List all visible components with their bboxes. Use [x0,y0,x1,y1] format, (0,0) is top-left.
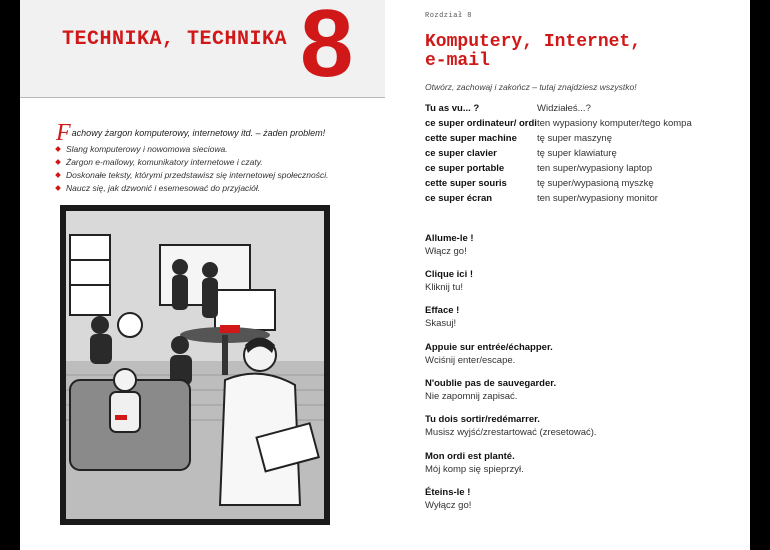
phrase-item [425,413,597,439]
office-illustration-drawing [60,205,330,525]
bullet-diamond-icon [55,159,61,165]
phrase-polish: Wciśnij enter/escape. [425,355,516,366]
intro-dropcap: F [56,120,71,146]
vocab-french: ce super portable [425,163,505,174]
vocab-french: ce super ordinateur/ ordi [425,118,537,129]
section-title-line-1: Komputery, Internet, [425,32,642,52]
phrase-item [425,450,524,476]
phrase-polish: Skasuj! [425,318,457,329]
phrase-polish: Wyłącz go! [425,500,472,511]
vocab-polish: ten wypasiony komputer/tego kompa [537,118,692,129]
vocab-polish: ten super/wypasiony laptop [537,163,653,174]
bullet-item: Slang komputerowy i nowomowa sieciowa. [56,143,376,156]
section-subtitle: Otwórz, zachowaj i zakończ – tutaj znajdziesz wszystko! [425,82,637,92]
chapter-title: TECHNIKA, TECHNIKA [62,28,288,51]
phrase-item [425,486,471,512]
vocab-polish: tę super klawiaturę [537,148,617,159]
chapter-bullet-list [56,143,376,195]
right-page [385,0,750,550]
phrase-item [425,341,553,367]
phrase-item [425,304,459,330]
vocab-row [425,191,745,206]
bullet-item: Doskonałe teksty, którymi przedstawisz się internetowej społeczności. [56,169,376,182]
phrase-french: Efface ! [425,305,460,316]
vocab-row [425,116,745,131]
phrase-item [425,268,473,294]
vocab-row [425,131,745,146]
vocab-row [425,146,745,161]
bullet-diamond-icon [55,146,61,152]
bullet-item: Naucz się, jak dzwonić i esemesować do przyjaciół. [56,182,376,195]
vocab-row [425,101,745,116]
phrase-polish: Włącz go! [425,246,467,257]
phrase-polish: Mój komp się spieprzył. [425,464,524,475]
vocab-french: cette super machine [425,133,517,144]
phrase-french: Mon ordi est planté. [425,451,515,462]
phrase-french: Clique ici ! [425,269,474,280]
vocab-row [425,161,745,176]
bullet-diamond-icon [55,172,61,178]
phrase-item [425,377,556,403]
chapter-number: 8 [300,0,354,97]
vocab-polish: tę super/wypasioną myszkę [537,178,654,189]
bullet-item: Żargon e-mailowy, komunikatory internetowe i czaty. [56,156,376,169]
vocab-french: cette super souris [425,178,507,189]
section-title-line-2: e-mail [425,51,490,71]
phrase-polish: Kliknij tu! [425,282,464,293]
intro-text: achowy żargon komputerowy, internetowy itd. – żaden problem! [71,128,326,138]
vocab-french: ce super écran [425,193,493,204]
phrase-french: Tu dois sortir/redémarrer. [425,414,540,425]
phrase-french: N'oublie pas de sauvegarder. [425,378,557,389]
phrase-polish: Musisz wyjść/zrestartować (zresetować). [425,427,597,438]
phrase-polish: Nie zapomnij zapisać. [425,391,518,402]
vocab-polish: Widziałeś...? [537,103,591,114]
vocab-french: ce super clavier [425,148,497,159]
vocab-polish: tę super maszynę [537,133,612,144]
office-illustration [60,205,330,525]
phrase-french: Allume-le ! [425,233,474,244]
section-title [425,33,641,71]
vocab-polish: ten super/wypasiony monitor [537,193,658,204]
running-head: Rozdział 8 [425,12,473,20]
left-page [20,0,385,550]
bullet-diamond-icon [55,185,61,191]
vocab-row [425,176,745,191]
phrase-item [425,232,474,258]
phrase-french: Éteins-le ! [425,487,471,498]
phrase-french: Appuie sur entrée/échapper. [425,342,553,353]
vocab-list [425,101,745,206]
vocab-french: Tu as vu... ? [425,103,480,114]
